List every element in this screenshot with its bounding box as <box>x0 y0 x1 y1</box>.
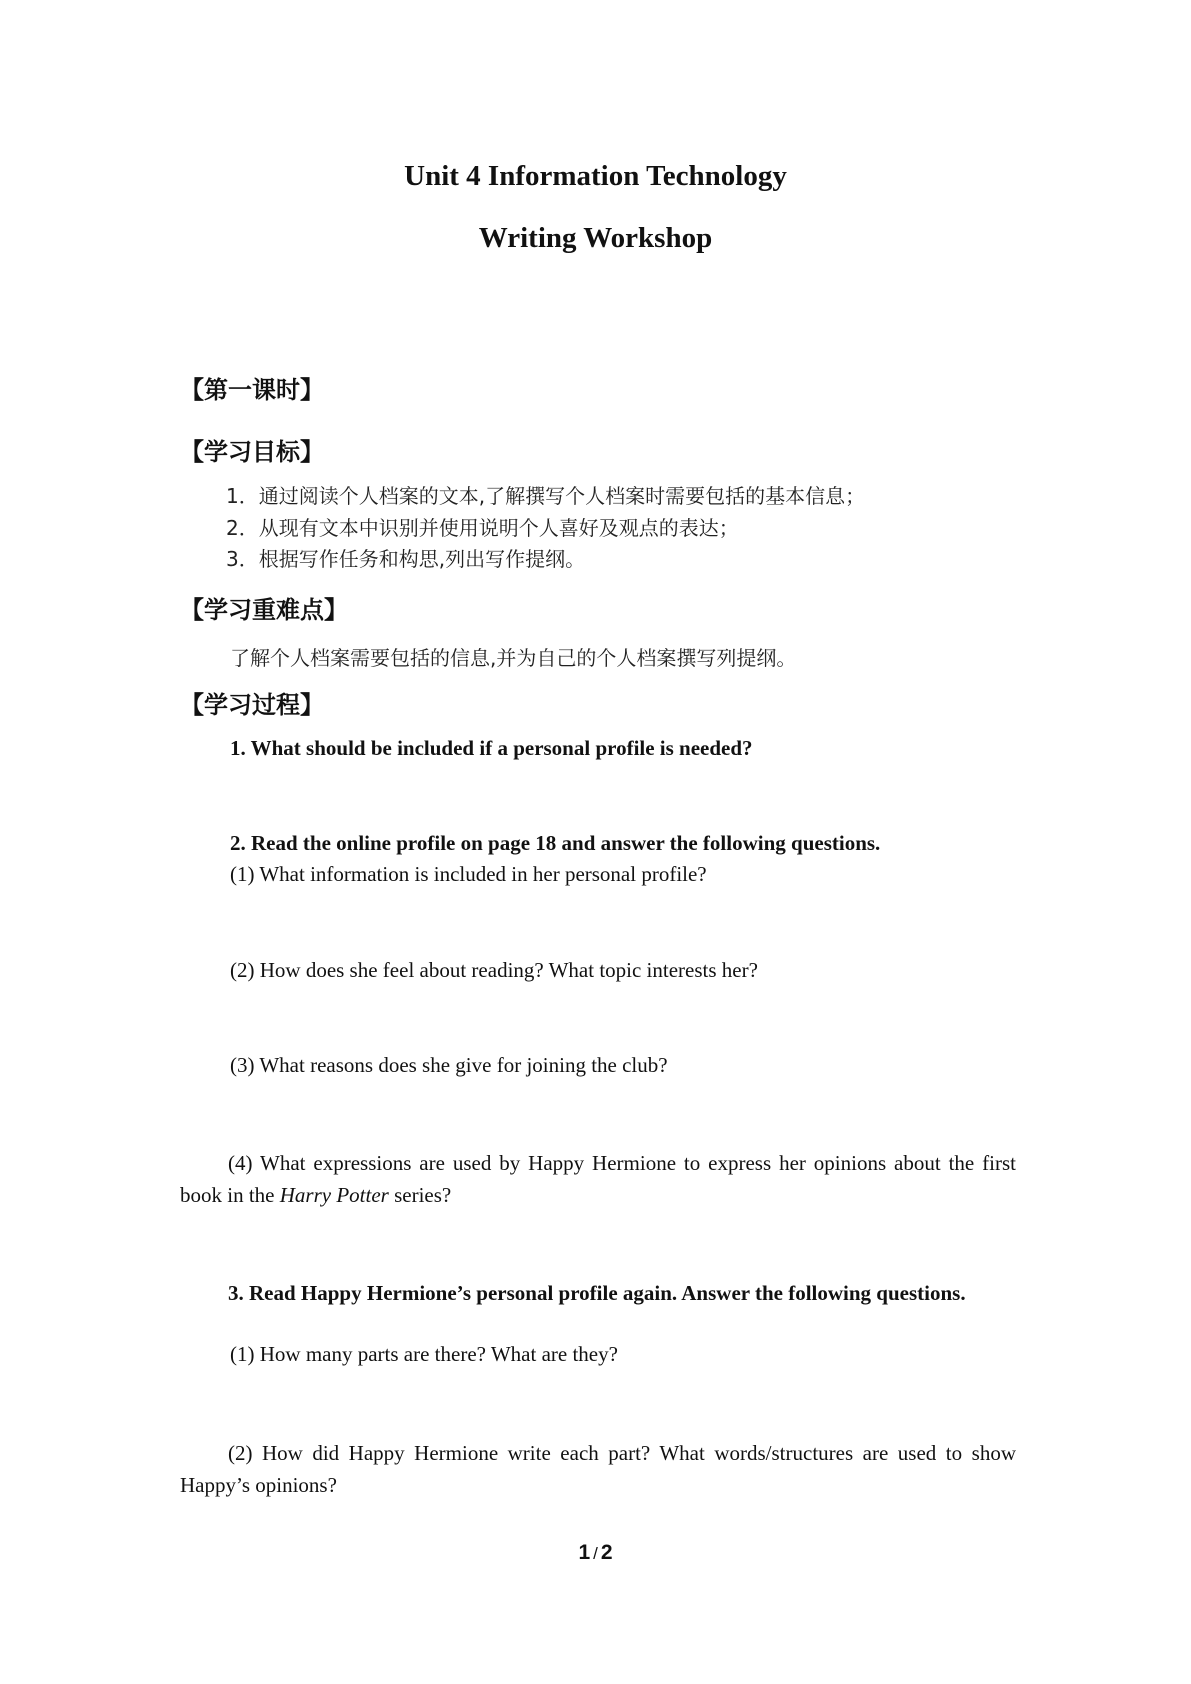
document-subtitle: Writing Workshop <box>478 222 713 254</box>
question-2-title: 2. Read the online profile on page 18 and answer the following questions. <box>230 831 881 855</box>
objective-item: 2．从现有文本中识别并使用说明个人喜好及观点的表达； <box>226 516 739 540</box>
objective-item: 3．根据写作任务和构思,列出写作提纲。 <box>226 547 586 571</box>
question-3-sub-1: (1) How many parts are there? What are they? <box>230 1342 618 1366</box>
question-2-sub-2: (2) How does she feel about reading? What topic interests her? <box>230 958 758 982</box>
objectives-heading: 【学习目标】 <box>180 438 324 466</box>
question-2-sub-4-tail: series? <box>388 1183 452 1207</box>
question-2-sub-3: (3) What reasons does she give for joining the club? <box>230 1053 668 1077</box>
page-number <box>0 1541 1191 1565</box>
key-points-heading: 【学习重难点】 <box>180 596 348 624</box>
question-3-sub-2: (2) How did Happy Hermione write each part? What words/structures are used to show Happy’s opinions? <box>180 1441 1016 1497</box>
question-3-title: 3. Read Happy Hermione’s personal profile again. Answer the following questions. <box>228 1281 966 1305</box>
question-2-sub-4-text: (4) What expressions are used by Happy Hermione to express her opinions about the first book in the <box>180 1151 1016 1207</box>
page-total: 2 <box>600 1541 613 1564</box>
question-2-sub-4 <box>180 1147 1016 1211</box>
question-1: 1. What should be included if a personal profile is needed? <box>230 736 753 760</box>
page-separator: / <box>593 1544 598 1563</box>
page-current: 1 <box>578 1541 591 1564</box>
lesson-heading: 【第一课时】 <box>180 376 324 404</box>
document-title: Unit 4 Information Technology <box>404 160 787 192</box>
key-points-text: 了解个人档案需要包括的信息,并为自己的个人档案撰写列提纲。 <box>230 646 797 670</box>
question-2-sub-1: (1) What information is included in her personal profile? <box>230 862 707 886</box>
process-heading: 【学习过程】 <box>180 691 324 719</box>
objective-item: 1．通过阅读个人档案的文本,了解撰写个人档案时需要包括的基本信息； <box>226 484 866 508</box>
book-title: Harry Potter <box>279 1183 389 1207</box>
